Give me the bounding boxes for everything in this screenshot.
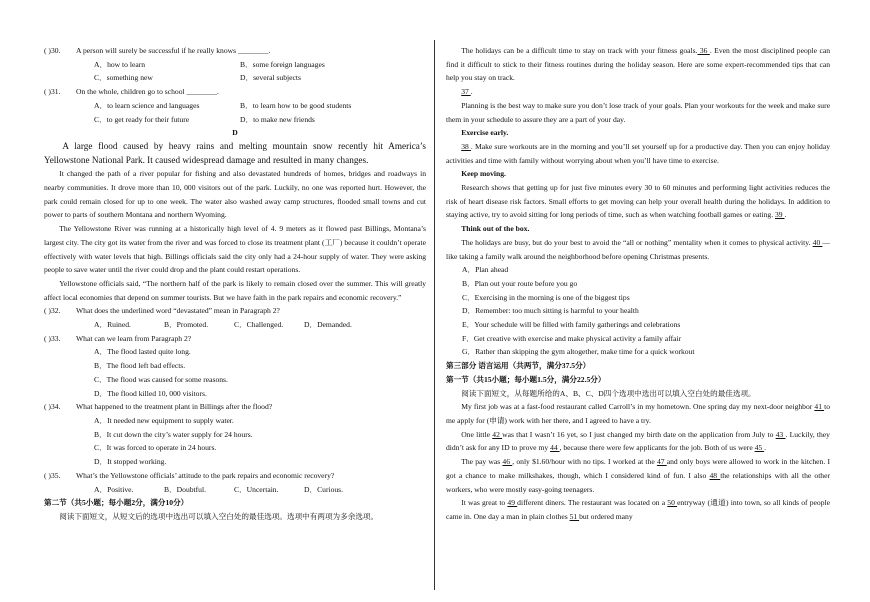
blank-48: 48	[709, 470, 721, 480]
subheading: Exercise early.	[461, 128, 509, 138]
paragraph: The holidays are busy, but do your best to avoid the “all or nothing” mentality when it comes to physical activity. 40 — like taking a family walk around the neighborhood before opening Christmas presents.	[446, 237, 830, 261]
paragraph: The Yellowstone River was running at a historically high level of 4. 9 meters as it flowed past Billings, Montana’s largest city. The city got its water from the river and was forced to close its treatment plant (工厂) because it couldn’t operate effectively with water levels that high. Billings officials said the city only had a 24-hour supply of water. They were asking people to save water until the river could drop and the plant could restart operations.	[44, 224, 426, 275]
option: A．The flood lasted quite long.	[94, 347, 191, 357]
q32-options	[44, 318, 426, 332]
blank-42: 42	[492, 429, 503, 439]
blank-40: 40	[812, 237, 823, 247]
option: D．Curious.	[304, 484, 344, 494]
q31-options	[44, 99, 426, 126]
blank-51: 51	[569, 511, 580, 521]
question-32: ( )32. What does the underlined word “devastated” mean in Paragraph 2?	[44, 306, 280, 316]
blank-50: 50	[667, 498, 678, 508]
blank-37: 37	[461, 87, 471, 97]
option: A．Ruined.	[94, 320, 131, 330]
option: C．Exercising in the morning is one of the biggest tips	[462, 292, 630, 302]
paragraph: Research shows that getting up for just five minutes every 30 to 60 minutes and performing light activities reduces the risk of heart disease risk factors. Small efforts to get moving can help your overall health during the holidays. In addition to staying active, try to avoid sitting for long periods of time, such as when watching football games or eating. 39 .	[446, 183, 830, 220]
option: B．some foreign languages	[240, 59, 325, 69]
paragraph: 38 . Make sure workouts are in the morning and you’ll set yourself up for a productive day. Then you can enjoy holiday activities and time with family without worrying about when you’ll have time to exercise.	[446, 141, 830, 165]
section-header: 第二节（共5小题；每小题2分，满分10分）	[44, 498, 189, 508]
blank-36: 36	[697, 46, 710, 55]
option: C．Challenged.	[234, 320, 284, 330]
part-header: 第三部分 语言运用（共两节，满分37.5分）	[446, 361, 591, 371]
blank-47: 47	[656, 457, 667, 467]
option: D．several subjects	[240, 73, 301, 83]
blank-39: 39	[775, 210, 785, 220]
paragraph: My first job was at a fast-food restaurant called Carroll’s in my hometown. One spring day my next-door neighbor 41 to me apply for (申请) work with her there, and I agreed to have a try.	[446, 402, 830, 425]
paragraph: It was great to 49 different diners. The restaurant was located on a 50 entryway (通道) into town, so all kinds of people came in. One day a man in plain clothes 51 but ordered many	[446, 498, 830, 521]
blank-41: 41	[814, 402, 825, 412]
blank-46: 46	[502, 457, 513, 467]
paragraph: 37 .	[461, 87, 473, 97]
option: D．Demanded.	[304, 320, 352, 330]
question-34: ( )34. What happened to the treatment plant in Billings after the flood?	[44, 402, 273, 412]
blank-44: 44	[550, 443, 560, 453]
option: B．to learn how to be good students	[240, 100, 352, 110]
option: D．The flood killed 10, 000 visitors.	[94, 388, 207, 398]
subheading: Think out of the box.	[461, 224, 530, 234]
option: A．Plan ahead	[462, 265, 509, 275]
option: A．Positive.	[94, 484, 134, 494]
paragraph: Planning is the best way to make sure you don’t lose track of your goals. Plan your workouts for the week and make sure them in your schedule to assure they are a part of your day.	[446, 100, 830, 124]
option: B．Plan out your route before you go	[462, 278, 578, 288]
paragraph: The holidays can be a difficult time to stay on track with your fitness goals. 36 . Even the most disciplined people can find it difficult to stick to their fitness routines during the holiday season. Here are some expert-recommended tips that can help you stay on track.	[446, 46, 830, 83]
option: C．Uncertain.	[234, 484, 279, 494]
option: C．something new	[94, 73, 153, 83]
option: C．to get ready for their future	[94, 114, 190, 124]
blank-38: 38	[461, 141, 471, 151]
option: A．It needed new equipment to supply water.	[94, 415, 234, 425]
instructions: 阅读下面短文，从每题所给的A、B、C、D四个选项中选出可以填入空白处的最佳选项。	[461, 388, 756, 398]
passage-label: D	[232, 128, 238, 138]
option: D．to make new friends	[240, 114, 315, 124]
option: A．how to learn	[94, 59, 146, 69]
q30-options	[44, 58, 426, 85]
option: B．The flood left bad effects.	[94, 361, 186, 371]
blank-43: 43	[775, 429, 786, 439]
question-35: ( )35. What’s the Yellowstone officials’ attitude to the park repairs and economic recovery?	[44, 470, 335, 480]
subheading: Keep moving.	[461, 169, 506, 179]
blank-45: 45	[754, 443, 765, 453]
options-list	[446, 263, 830, 359]
section-header: 第一节（共15小题；每小题1.5分，满分22.5分）	[446, 374, 606, 384]
question-31: ( )31. On the whole, children go to school ________.	[44, 87, 219, 97]
paragraph: The pay was 46 , only $1.60/hour with no tips. I worked at the 47 and only boys were allowed to work in the kitchen. I got a chance to make milkshakes, though, which I considered kind of fun. I also 48 the relationships with all the other workers, who were mostly easy-going teenagers.	[446, 457, 830, 494]
left-column	[44, 44, 426, 524]
option: C．It was forced to operate in 24 hours.	[94, 443, 217, 453]
paragraph: Yellowstone officials said, “The northern half of the park is likely to remain closed over the summer. This will greatly affect local economies that depend on summer tourists. But we have faith in the park repairs and economic recovery.”	[44, 278, 426, 302]
option: B．It cut down the city’s water supply for 24 hours.	[94, 429, 253, 439]
paragraph: It changed the path of a river popular for fishing and also devastated hundreds of homes, bridges and roadways in nearby communities. It drove more than 10, 000 visitors out of the park. Luckily, no one was reported hurt. However, the park could remain closed for up to one week. The water also washed away camp structures, flooded small towns and cut power to parts of southern Montana and northern Wyoming.	[44, 169, 426, 220]
instructions: 阅读下面短文，从短文后的选项中选出可以填入空白处的最佳选项。选项中有两项为多余选项。	[59, 511, 379, 521]
option: D．It stopped working.	[94, 457, 167, 467]
question-33: ( )33. What can we learn from Paragraph 2?	[44, 333, 192, 343]
question-30: ( )30. A person will surely be successful if he really knows ________.	[44, 46, 271, 55]
headline: A large flood caused by heavy rains and melting mountain snow recently hit America’s Yellowstone National Park. It caused widespread damage and resulted in many changes.	[44, 140, 426, 165]
option: F．Get creative with exercise and make physical activity a family affair	[462, 333, 682, 343]
paragraph: One little 42 was that I wasn’t 16 yet, so I just changed my birth date on the application from July to 43 . Luckily, they didn’t ask for any ID to prove my 44 , because there were few applicants for the job. Both of us were 45 .	[446, 429, 830, 453]
option: B．Promoted.	[164, 320, 209, 330]
right-column	[446, 44, 830, 524]
blank-49: 49	[507, 498, 518, 508]
option: D．Remember: too much sitting is harmful to your health	[462, 306, 639, 316]
option: B．Doubtful.	[164, 484, 206, 494]
option: A．to learn science and languages	[94, 100, 200, 110]
option: C．The flood was caused for some reasons.	[94, 374, 228, 384]
option: G．Rather than skipping the gym altogether, make time for a quick workout	[462, 347, 695, 357]
option: E．Your schedule will be filled with family gatherings and celebrations	[462, 320, 681, 330]
q35-options	[44, 483, 426, 497]
